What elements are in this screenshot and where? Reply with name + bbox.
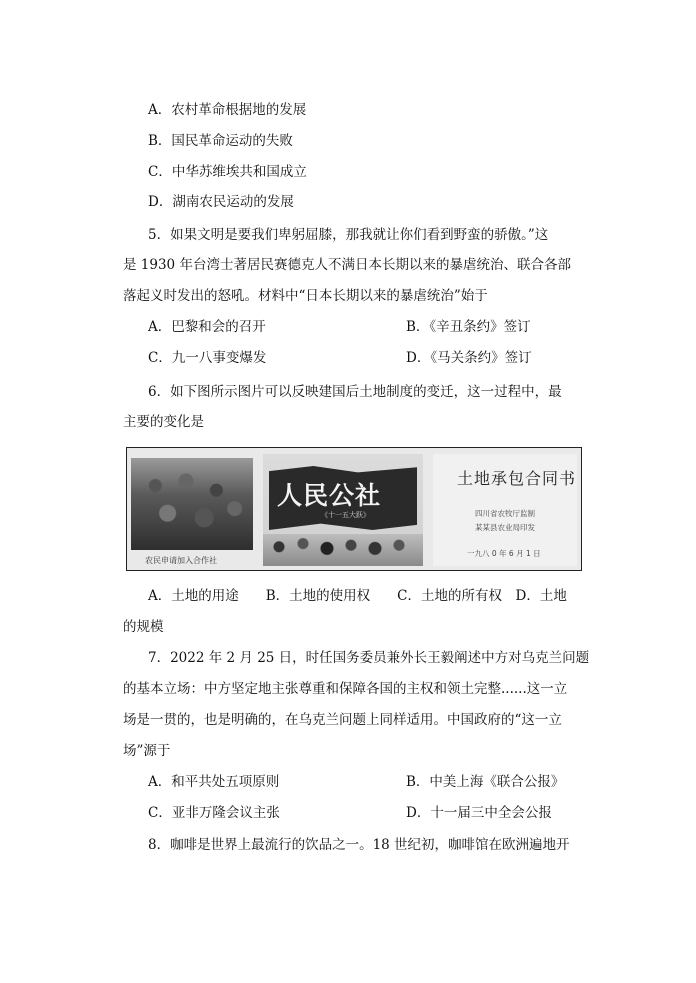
q7-stem-line2: 的基本立场：中方坚定地主张尊重和保障各国的主权和领土完整......这一立 xyxy=(123,681,568,697)
q7-option-d: D．十一届三中全会公报 xyxy=(406,805,552,821)
q4-option-c: C．中华苏维埃共和国成立 xyxy=(148,164,307,180)
q5-stem-line2: 是 1930 年台湾士著居民赛德克人不满日本长期以来的暴虐统治、联合各部 xyxy=(123,257,571,273)
q7-option-a: A．和平共处五项原则 xyxy=(148,774,280,790)
q6-stem-line1: 6．如下图所示图片可以反映建国后土地制度的变迁，这一过程中，最 xyxy=(148,384,562,400)
q6-options-line: A．土地的用途 B．土地的使用权 C．土地的所有权 D．土地 xyxy=(148,588,567,604)
q5-option-d: D．《马关条约》签订 xyxy=(406,350,532,366)
photo-caption: 农民申请加入合作社 xyxy=(145,556,217,565)
contract-date: 一九八 0 年 6 月 1 日 xyxy=(467,549,541,558)
contract-title: 土地承包合同书 xyxy=(457,469,577,488)
q5-option-a: A．巴黎和会的召开 xyxy=(148,319,266,335)
q7-option-c: C．亚非万隆会议主张 xyxy=(148,805,280,821)
q5-stem-line1: 5．如果文明是要我们卑躬屈膝，那我就让你们看到野蛮的骄傲。”这 xyxy=(148,227,549,243)
q6-stem-line2: 主要的变化是 xyxy=(123,414,204,430)
crowd-image xyxy=(263,534,423,566)
contract-issuer-2: 某某县农业局印发 xyxy=(475,523,535,532)
q4-option-b: B．国民革命运动的失败 xyxy=(148,133,293,149)
q5-stem-line3: 落起义时发出的怒吼。材料中“日本长期以来的暴虐统治”始于 xyxy=(123,288,488,304)
q4-option-d: D．湖南农民运动的发展 xyxy=(148,194,294,210)
q4-option-a: A．农村革命根据地的发展 xyxy=(148,102,307,118)
land-contract-document xyxy=(433,454,577,566)
cooperative-photo xyxy=(131,458,253,550)
q6-options-line2: 的规模 xyxy=(123,619,164,635)
peoples-commune-photo xyxy=(263,454,423,566)
q7-option-b: B．中美上海《联合公报》 xyxy=(406,774,565,790)
q5-option-c: C．九一八事变爆发 xyxy=(148,350,267,366)
flag-subtext: 《十一五大跃》 xyxy=(321,511,370,519)
land-system-figure xyxy=(126,447,582,571)
flag-text: 人民公社 xyxy=(277,481,382,510)
q7-stem-line4: 场”源于 xyxy=(123,743,171,759)
contract-issuer-1: 四川省农牧厅监制 xyxy=(475,509,535,518)
q7-stem-line3: 场是一贯的，也是明确的，在乌克兰问题上同样适用。中国政府的“这一立 xyxy=(123,712,562,728)
q8-stem-line1: 8．咖啡是世界上最流行的饮品之一。18 世纪初，咖啡馆在欧洲遍地开 xyxy=(148,837,570,853)
q5-option-b: B．《辛丑条约》签订 xyxy=(406,319,531,335)
q7-stem-line1: 7．2022 年 2 月 25 日，时任国务委员兼外长王毅阐述中方对乌克兰问题 xyxy=(148,650,590,666)
